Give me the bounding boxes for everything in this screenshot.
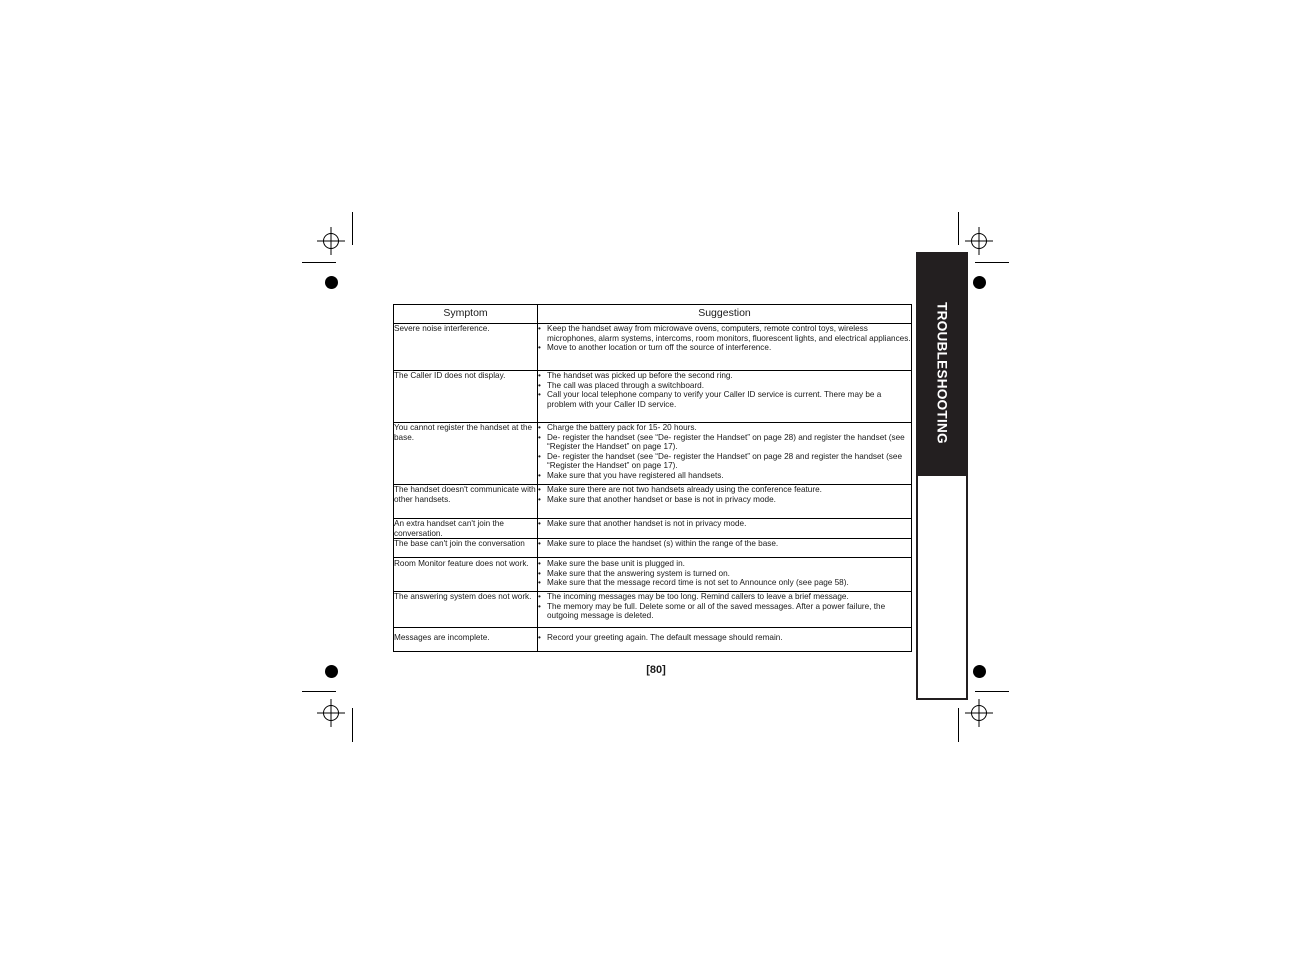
suggestion-item: • De- register the handset (see “De- register the Handset” on page 28 and register the handset (see “Register the Handset” on page 17). (538, 452, 911, 471)
suggestion-cell (538, 423, 912, 485)
symptom-header: Symptom (394, 305, 538, 324)
page-number: [80] (646, 664, 666, 676)
table-row (394, 485, 912, 519)
suggestion-item: • Make sure to place the handset (s) within the range of the base. (538, 539, 911, 549)
suggestion-item: • Make sure that another handset or base is not in privacy mode. (538, 495, 911, 505)
suggestion-item: • Charge the battery pack for 15- 20 hours. (538, 423, 911, 433)
symptom-cell: The answering system does not work. (394, 592, 538, 628)
crop-line (352, 708, 353, 742)
suggestion-cell (538, 324, 912, 371)
table-row (394, 324, 912, 371)
registration-crosshair-icon (313, 695, 349, 731)
registration-dot-icon (325, 276, 338, 289)
suggestion-item: • Keep the handset away from microwave ovens, computers, remote control toys, wireless microphones, alarm systems, intercoms, room monitors, fluorescent lights, and electrical appliances. (538, 324, 911, 343)
suggestion-item: • De- register the handset (see “De- register the Handset” on page 28) and register the handset (see “Register the Handset” on page 17). (538, 433, 911, 452)
suggestion-cell (538, 519, 912, 539)
registration-crosshair-icon (313, 223, 349, 259)
troubleshooting-table (393, 304, 912, 652)
suggestion-item: • The handset was picked up before the second ring. (538, 371, 911, 381)
suggestion-cell (538, 558, 912, 592)
section-tab-label: TROUBLESHOOTING (934, 302, 950, 444)
suggestion-cell (538, 539, 912, 558)
symptom-cell: The handset doesn't communicate with other handsets. (394, 485, 538, 519)
table-row (394, 423, 912, 485)
table-row (394, 371, 912, 423)
suggestion-item: • Make sure that the message record time is not set to Announce only (see page 58). (538, 578, 911, 588)
suggestion-cell (538, 371, 912, 423)
suggestion-item: • The incoming messages may be too long. Remind callers to leave a brief message. (538, 592, 911, 602)
registration-dot-icon (973, 276, 986, 289)
suggestion-header: Suggestion (538, 305, 912, 324)
suggestion-cell (538, 485, 912, 519)
symptom-cell: Room Monitor feature does not work. (394, 558, 538, 592)
suggestion-item: • Make sure there are not two handsets already using the conference feature. (538, 485, 911, 495)
symptom-cell: An extra handset can't join the conversation. (394, 519, 538, 539)
table-row (394, 519, 912, 539)
crop-line (975, 262, 1009, 263)
suggestion-item: • The call was placed through a switchboard. (538, 381, 911, 391)
suggestion-item: • The memory may be full. Delete some or all of the saved messages. After a power failure, the outgoing message is deleted. (538, 602, 911, 621)
suggestion-item: • Record your greeting again. The default message should remain. (538, 633, 911, 643)
symptom-cell: The Caller ID does not display. (394, 371, 538, 423)
suggestion-item: • Make sure that another handset is not in privacy mode. (538, 519, 911, 529)
suggestion-item: • Make sure that the answering system is turned on. (538, 569, 911, 579)
crop-line (958, 212, 959, 245)
table-row (394, 628, 912, 652)
suggestion-item: • Make sure the base unit is plugged in. (538, 559, 911, 569)
table-row (394, 558, 912, 592)
crop-line (302, 262, 336, 263)
symptom-cell: The base can't join the conversation (394, 539, 538, 558)
symptom-cell: Messages are incomplete. (394, 628, 538, 652)
table-row (394, 592, 912, 628)
symptom-cell: You cannot register the handset at the base. (394, 423, 538, 485)
table-row (394, 539, 912, 558)
crop-line (975, 691, 1009, 692)
suggestion-cell (538, 592, 912, 628)
crop-line (352, 212, 353, 245)
crop-line (958, 708, 959, 742)
symptom-cell: Severe noise interference. (394, 324, 538, 371)
suggestion-item: • Call your local telephone company to verify your Caller ID service is current. There may be a problem with your Caller ID service. (538, 390, 911, 409)
suggestion-cell (538, 628, 912, 652)
suggestion-item: • Make sure that you have registered all handsets. (538, 471, 911, 481)
table-header-row (394, 305, 912, 324)
suggestion-item: • Move to another location or turn off the source of interference. (538, 343, 911, 353)
registration-crosshair-icon (961, 695, 997, 731)
crop-line (302, 691, 336, 692)
